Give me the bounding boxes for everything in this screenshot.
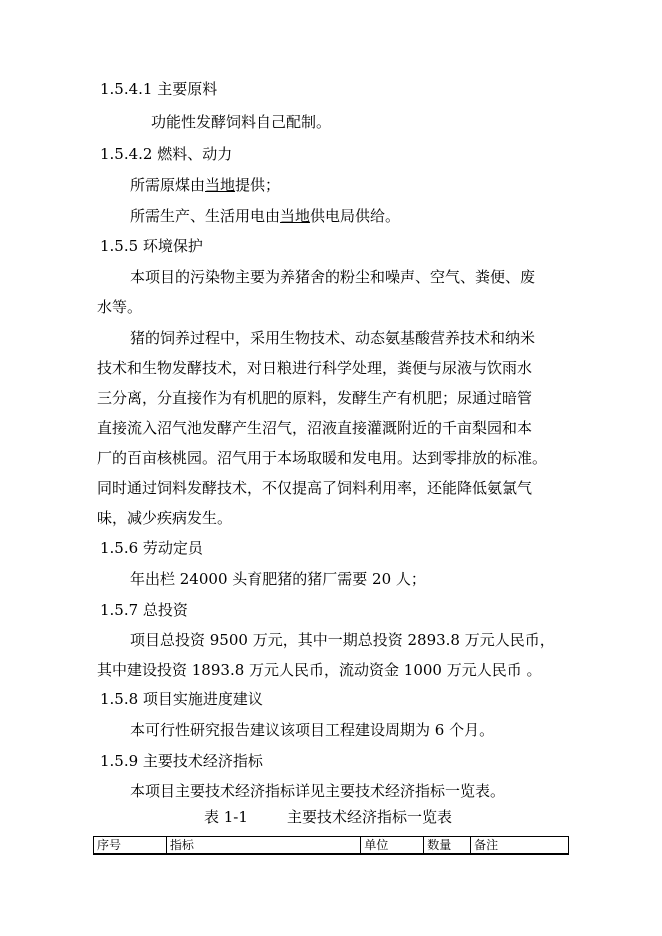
paragraph-indicators: 本项目主要技术经济指标详见主要技术经济指标一览表。 (130, 782, 506, 800)
heading-1-5-8: 1.5.8 项目实施进度建议 (100, 690, 263, 708)
header-quantity: 数量 (424, 837, 471, 855)
table-header-row (94, 837, 569, 855)
heading-1-5-7: 1.5.7 总投资 (100, 601, 188, 619)
paragraph-power: 所需生产、生活用电由当地供电局供给。 (130, 207, 401, 225)
paragraph-process-line-3: 三分离，分直接作为有机肥的原料，发酵生产有机肥；尿通过暗管 (97, 389, 533, 407)
table-caption-title: 主要技术经济指标一览表 (287, 808, 453, 826)
paragraph-process-line-5: 厂的百亩核桃园。沼气用于本场取暖和发电用。达到零排放的标准。 (97, 449, 548, 467)
paragraph-process-line-6: 同时通过饲料发酵技术，不仅提高了饲料利用率，还能降低氨氯气 (97, 479, 533, 497)
heading-1-5-4-2: 1.5.4.2 燃料、动力 (100, 145, 233, 163)
paragraph-pollutants-line-2: 水等。 (97, 298, 143, 316)
paragraph-investment-line-2: 其中建设投资 1893.8 万元人民币，流动资金 1000 万元人民币 。 (97, 661, 542, 679)
paragraph-investment-line-1: 项目总投资 9500 万元，其中一期总投资 2893.8 万元人民币， (130, 631, 555, 649)
paragraph-pollutants-line-1: 本项目的污染物主要为养猪舍的粉尘和噪声、空气、粪便、废 (130, 268, 536, 286)
paragraph-process-line-7: 味，减少疾病发生。 (97, 509, 233, 527)
paragraph-raw-material: 功能性发酵饲料自己配制。 (151, 113, 332, 131)
heading-1-5-6: 1.5.6 劳动定员 (100, 539, 203, 557)
table-caption-number: 表 1-1 (204, 808, 248, 826)
header-indicator: 指标 (166, 837, 361, 855)
paragraph-process-line-1: 猪的饲养过程中，采用生物技术、动态氨基酸营养技术和纳米 (130, 329, 536, 347)
paragraph-coal: 所需原煤由当地提供； (130, 176, 281, 194)
paragraph-staffing: 年出栏 24000 头育肥猪的猪厂需要 20 人； (130, 570, 426, 588)
paragraph-process-line-4: 直接流入沼气池发酵产生沼气，沼液直接灌溉附近的千亩梨园和本 (97, 419, 533, 437)
paragraph-process-line-2: 技术和生物发酵技术，对日粮进行科学处理，粪便与尿液与饮雨水 (97, 359, 533, 377)
header-unit: 单位 (361, 837, 424, 855)
header-seq: 序号 (94, 837, 167, 855)
header-note: 备注 (471, 837, 569, 855)
paragraph-schedule: 本可行性研究报告建议该项目工程建设周期为 6 个月。 (130, 721, 495, 739)
indicator-table (93, 836, 569, 855)
heading-1-5-4-1: 1.5.4.1 主要原料 (100, 80, 218, 98)
heading-1-5-9: 1.5.9 主要技术经济指标 (100, 752, 263, 770)
heading-1-5-5: 1.5.5 环境保护 (100, 237, 203, 255)
